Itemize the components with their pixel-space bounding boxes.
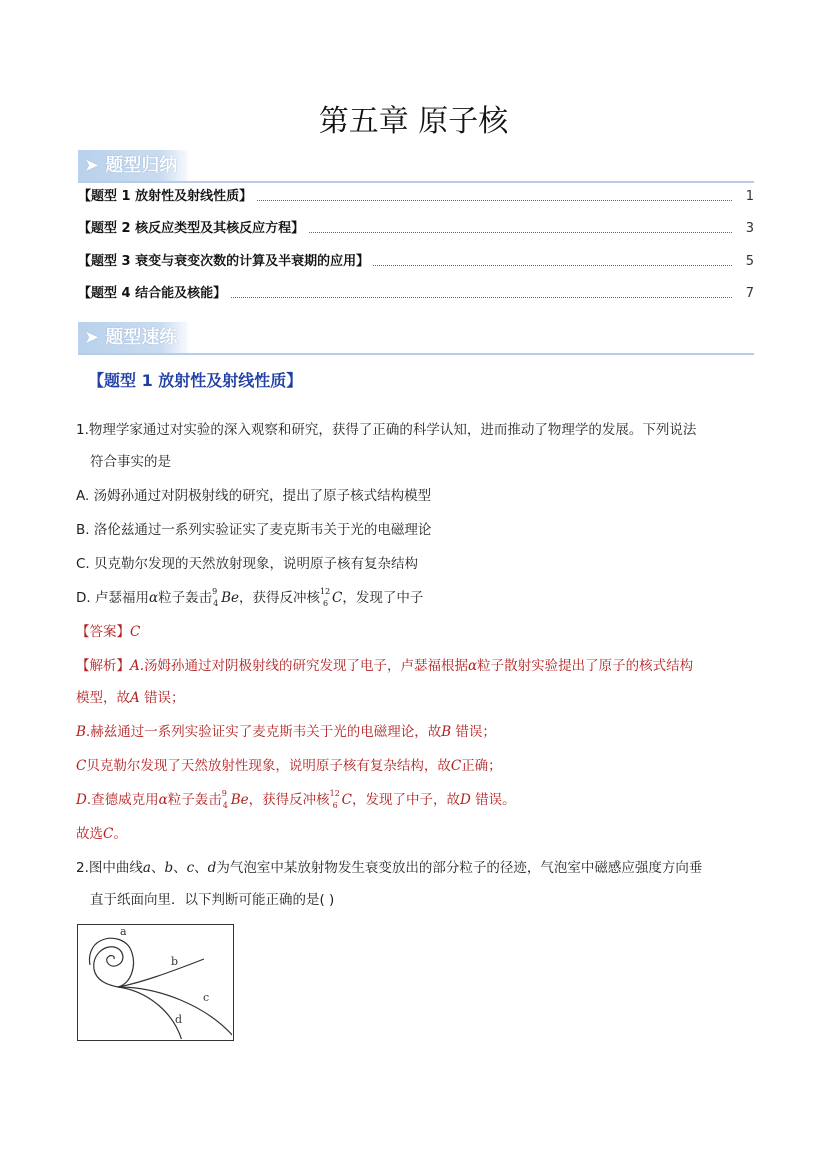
track-b (118, 959, 204, 987)
text: .赫兹通过一系列实验证实了麦克斯韦关于光的电磁理论，故 (85, 724, 442, 740)
option-symbol: D (76, 792, 87, 808)
text: ，获得反冲核 (248, 792, 330, 808)
analysis-line3 (76, 722, 496, 742)
label-c: c (203, 991, 210, 1004)
section-divider (78, 353, 754, 355)
text: D. 卢瑟福用 (76, 590, 149, 606)
toc-label: 【题型 4 结合能及核能】 (78, 284, 230, 304)
answer-line (76, 622, 140, 642)
section-tag-practice: ➤ 题型速练 (78, 322, 188, 353)
text: 错误； (451, 724, 496, 740)
option-symbol: A. (130, 658, 145, 674)
bubble-chamber-figure (77, 924, 234, 1041)
text: 错误； (139, 690, 185, 706)
q1-stem-line2: 符合事实的是 (90, 454, 171, 470)
toc-page: 1 (745, 189, 754, 204)
text: 粒子轰击 (158, 590, 213, 606)
carbon-nucleus (330, 790, 352, 810)
particle-tracks-diagram (78, 925, 232, 1039)
option-symbol: A (130, 690, 140, 706)
element-symbol: C (332, 590, 343, 606)
text: 、 (150, 860, 165, 876)
q1-option-d (76, 588, 423, 608)
label-a: a (120, 925, 127, 938)
section-divider (78, 181, 754, 183)
text: 模型，故 (76, 690, 130, 706)
label-b: b (171, 955, 179, 968)
q1-stem-line1: 1.物理学家通过对实验的深入观察和研究，获得了正确的科学认知，进而推动了物理学的发展。下列说法 (76, 422, 697, 438)
atomic-number: 4 (213, 599, 219, 608)
section-heading: 【题型 1 放射性及射线性质】 (88, 371, 303, 390)
section-bar-summary (78, 150, 754, 183)
option-symbol: B (441, 724, 452, 740)
toc-label: 【题型 1 放射性及射线性质】 (78, 187, 256, 207)
option-symbol: C (76, 758, 87, 774)
analysis-conclusion (76, 824, 127, 844)
atomic-number: 4 (222, 801, 228, 810)
text: 故选 (76, 826, 103, 842)
text: 贝克勒尔发现了天然放射性现象，说明原子核有复杂结构，故 (86, 758, 451, 774)
mass-number: 12 (329, 789, 340, 798)
toc-label: 【题型 2 核反应类型及其核反应方程】 (78, 219, 308, 239)
toc-item-4[interactable] (78, 284, 754, 304)
beryllium-nucleus (222, 790, 249, 810)
mass-number: 9 (221, 789, 227, 798)
q1-option-c: C. 贝克勒尔发现的天然放射现象，说明原子核有复杂结构 (76, 556, 419, 572)
toc-page: 5 (745, 254, 754, 269)
alpha-symbol: α (148, 590, 159, 606)
text: 粒子散射实验提出了原子的核式结构 (477, 658, 694, 674)
option-symbol: C (103, 826, 114, 842)
alpha-symbol: α (158, 792, 168, 808)
analysis-line5 (76, 790, 516, 810)
element-symbol: C (341, 792, 353, 808)
alpha-symbol: α (468, 658, 478, 674)
curve-symbol: c (186, 860, 195, 876)
toc-item-2[interactable] (78, 219, 754, 239)
analysis-line2 (76, 688, 185, 708)
curve-symbol: d (207, 860, 217, 876)
curve-symbol: b (164, 860, 174, 876)
analysis-line4 (76, 756, 502, 776)
section-tag-summary: ➤ 题型归纳 (78, 150, 188, 181)
toc-page: 7 (745, 286, 754, 301)
atomic-number: 6 (332, 801, 338, 810)
carbon-nucleus (320, 588, 342, 608)
toc-item-1[interactable] (78, 187, 754, 207)
curve-symbol: a (142, 860, 151, 876)
option-symbol: C (450, 758, 462, 774)
q2-stem-line1 (76, 858, 702, 878)
atomic-number: 6 (323, 599, 329, 608)
q1-option-b: B. 洛伦兹通过一系列实验证实了麦克斯韦关于光的电磁理论 (76, 522, 432, 538)
text: 、 (194, 860, 208, 876)
text: ，发现了中子，故 (352, 792, 461, 808)
text: 2.图中曲线 (76, 860, 143, 876)
element-symbol: Be (230, 792, 249, 808)
option-symbol: D (460, 792, 471, 808)
analysis-label: 【解析】 (76, 658, 130, 674)
toc-page: 3 (745, 221, 754, 236)
answer-value: C (130, 624, 141, 640)
text: 错误。 (470, 792, 516, 808)
option-symbol: B (76, 724, 86, 740)
text: 。 (113, 826, 127, 842)
text: 粒子轰击 (167, 792, 222, 808)
mass-number: 9 (212, 587, 218, 596)
track-a-outer (89, 938, 133, 987)
analysis-line1 (76, 656, 693, 676)
track-c (118, 987, 232, 1037)
q2-stem-line2: 直于纸面向里．以下判断可能正确的是( ) (90, 892, 335, 908)
q1-option-a: A. 汤姆孙通过对阴极射线的研究，提出了原子核式结构模型 (76, 488, 432, 504)
text: ，获得反冲核 (239, 590, 321, 606)
answer-label: 【答案】 (76, 624, 130, 640)
element-symbol: Be (221, 590, 240, 606)
track-a (94, 947, 123, 987)
section-bar-practice (78, 322, 754, 355)
text: 正确； (461, 758, 502, 774)
page-title: 第五章 原子核 (318, 104, 509, 139)
toc-item-3[interactable] (78, 252, 754, 272)
toc-label: 【题型 3 衰变与衰变次数的计算及半衰期的应用】 (78, 252, 373, 272)
label-d: d (175, 1013, 183, 1026)
text: 汤姆孙通过对阴极射线的研究发现了电子，卢瑟福根据 (144, 658, 469, 674)
beryllium-nucleus (212, 588, 239, 608)
text: 、 (173, 860, 187, 876)
text: 为气泡室中某放射物发生衰变放出的部分粒子的径迹，气泡室中磁感应强度方向垂 (216, 860, 703, 876)
track-d (118, 987, 182, 1039)
text: .查德威克用 (86, 792, 159, 808)
text: ，发现了中子 (342, 590, 424, 606)
mass-number: 12 (320, 587, 331, 596)
